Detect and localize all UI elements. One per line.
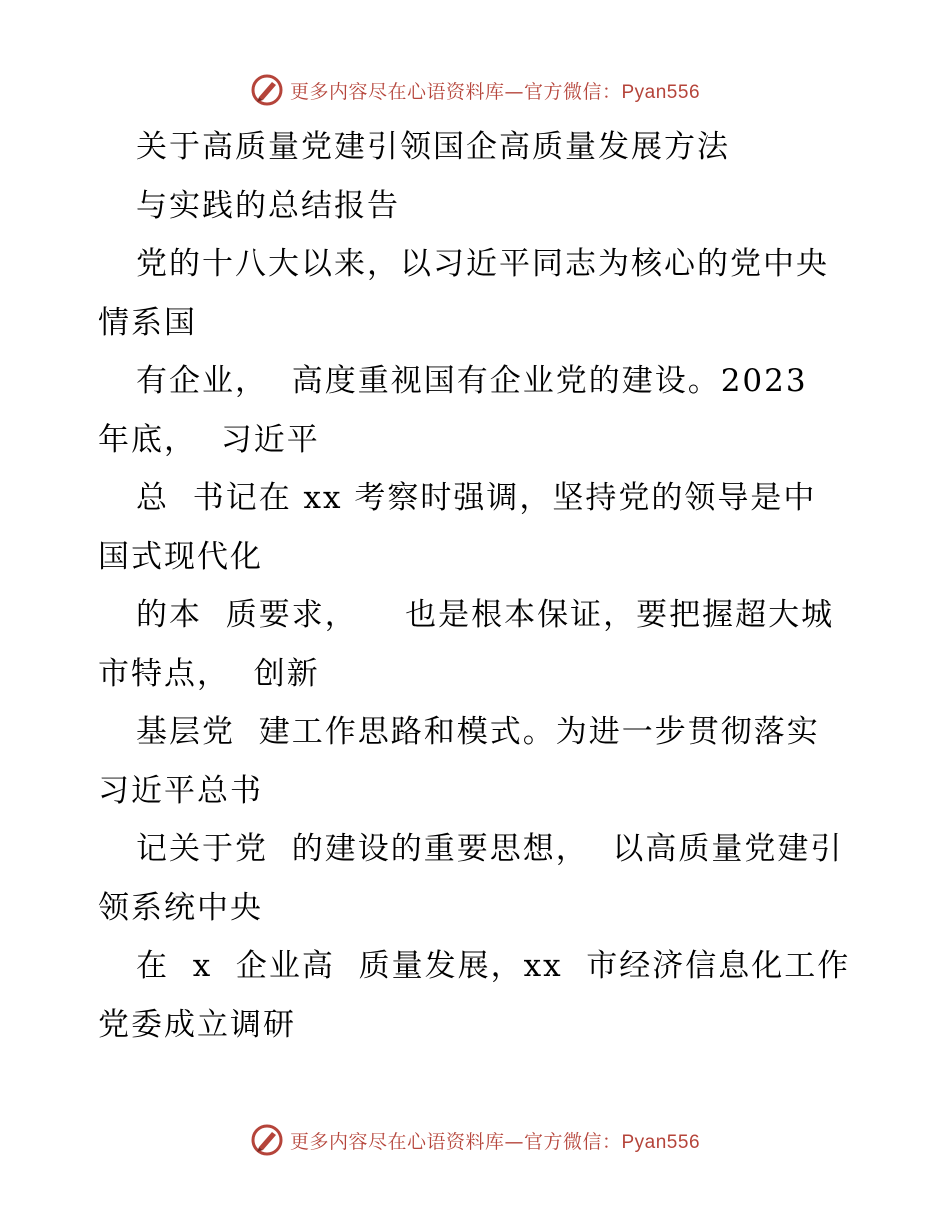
text-line: 领系统中央 [98, 889, 263, 926]
text-line: 基层党 建工作思路和模式。为进一步贯彻落实 [136, 714, 820, 750]
text-line: 总 书记在 xx 考察时强调，坚持党的领导是中 [136, 480, 817, 516]
text-line: 党的十八大以来，以习近平同志为核心的党中央 [136, 246, 829, 282]
banner-text: 更多内容尽在心语资料库—官方微信：Pyan556 [289, 80, 701, 103]
text-line: 与实践的总结报告 [136, 187, 400, 224]
text-line: 国式现代化 [98, 538, 263, 575]
text-line: 年底， 习近平 [98, 421, 320, 458]
banner-text: 更多内容尽在心语资料库—官方微信：Pyan556 [289, 1130, 701, 1153]
pen-logo-icon [250, 73, 284, 107]
text-line: 市特点， 创新 [98, 655, 320, 692]
text-line: 的本 质要求， 也是根本保证，要把握超大城 [136, 597, 835, 633]
text-line: 有企业， 高度重视国有企业党的建设。2023 [136, 363, 808, 399]
text-line: 党委成立调研 [98, 1006, 296, 1043]
footer-banner [0, 1120, 950, 1160]
pen-logo-icon [250, 1123, 284, 1157]
text-line: 关于高质量党建引领国企高质量发展方法 [136, 129, 730, 165]
text-line: 在 x 企业高 质量发展，xx 市经济信息化工作 [136, 948, 851, 984]
document-body [98, 118, 858, 1054]
text-line: 情系国 [98, 304, 197, 341]
text-line: 记关于党 的建设的重要思想， 以高质量党建引 [136, 831, 844, 867]
text-line: 习近平总书 [98, 772, 263, 809]
header-banner [0, 70, 950, 110]
